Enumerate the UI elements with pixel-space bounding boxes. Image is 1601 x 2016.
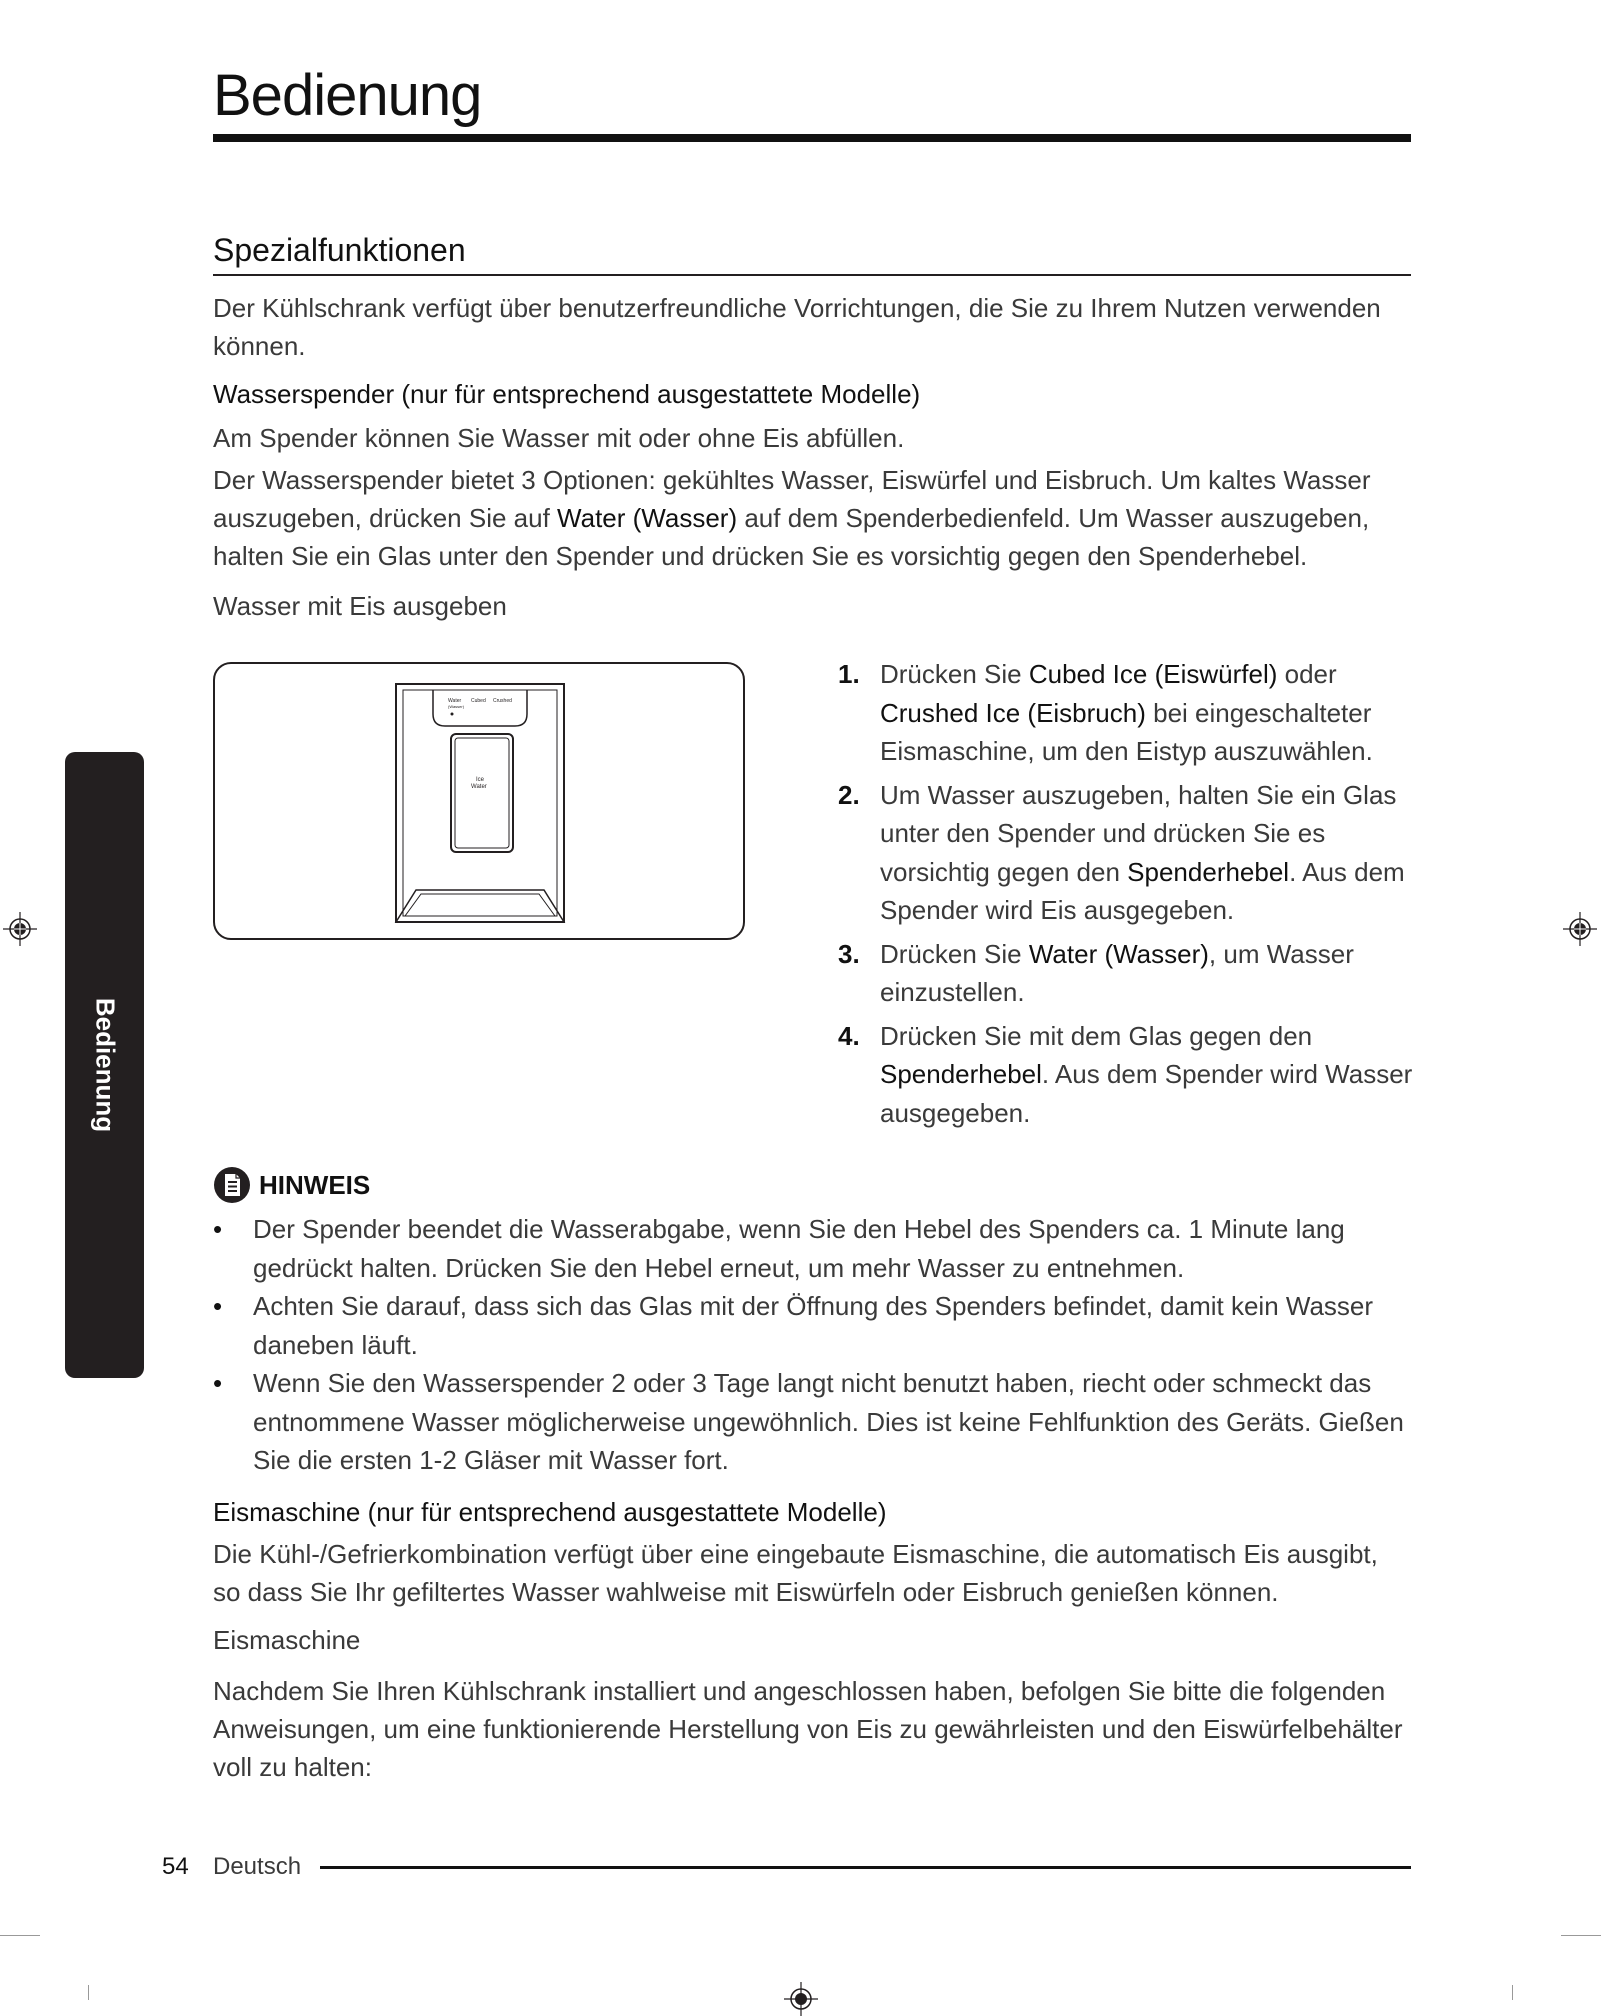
side-tab-label: Bedienung [90,997,120,1133]
note-list [213,1210,1411,1480]
panel-label-water: Water [448,698,462,704]
note-item: • Wenn Sie den Wasserspender 2 oder 3 Tage langt nicht benutzt haben, riecht oder schmeckt das entnommene Wasser möglicherweise ungewöhnlich. Dies ist keine Fehlfunktion des Geräts. Gießen Sie die ersten 1-2 Gläser mit Wasser fort. [213,1368,1404,1475]
panel-indicator [451,713,454,716]
water-button-label: Water (Wasser) [557,503,738,533]
chapter-side-tab [65,752,144,1378]
ice-maker-heading: Eismaschine (nur für entsprechend ausgestattete Modelle) [213,1497,887,1527]
footer-divider [320,1866,1411,1869]
chapter-title: Bedienung [213,63,482,128]
panel-label-cubed: Cubed [471,698,486,704]
section-divider [213,274,1411,276]
trim-mark [88,1985,89,2000]
page-number: 54 [162,1853,189,1880]
note-icon [213,1166,251,1204]
trim-mark [1512,1985,1513,2000]
step-item: 3. Drücken Sie Water (Wasser), um Wasser einzustellen. [838,938,1354,1007]
section-title: Spezialfunktionen [213,232,466,268]
panel-label-crushed: Crushed [493,698,512,704]
step-item: 2. Um Wasser auszugeben, halten Sie ein Glas unter den Spender und drücken Sie es vorsichtig gegen den Spenderhebel. Aus dem Spender wird Eis ausgegeben. [838,779,1405,925]
chapter-divider [213,134,1411,142]
note-header [213,1165,370,1205]
registration-mark-icon [3,912,37,946]
registration-mark-icon [784,1982,818,2016]
water-dispenser-paragraph-1: Am Spender können Sie Wasser mit oder ohne Eis abfüllen. [213,423,905,453]
paddle-label-water: Water [471,784,487,790]
note-title: HINWEIS [259,1169,371,1200]
note-item: • Achten Sie darauf, dass sich das Glas mit der Öffnung des Spenders befindet, damit kein Wasser daneben läuft. [213,1291,1374,1360]
step-item: 4. Drücken Sie mit dem Glas gegen den Spenderhebel. Aus dem Spender wird Wasser ausgegeben. [838,1020,1413,1128]
note-item: • Der Spender beendet die Wasserabgabe, wenn Sie den Hebel des Spenders ca. 1 Minute lang gedrückt halten. Drücken Sie den Hebel erneut, um mehr Wasser zu entnehmen. [213,1214,1345,1283]
step-item: 1. Drücken Sie Cubed Ice (Eiswürfel) oder Crushed Ice (Eisbruch) bei eingeschalteter Eismaschine, um den Eistyp auszuwählen. [838,659,1373,766]
dispenser-illustration [213,662,745,940]
trim-mark [0,1935,40,1936]
dispenser-drawing [215,664,743,938]
ice-maker-paragraph-2: Nachdem Sie Ihren Kühlschrank installiert und angeschlossen haben, befolgen Sie bitte die folgenden Anweisungen, um eine funktionierende Herstellung von Eis zu gewährleisten und den Eiswürfelbehälter voll zu halten: [213,1676,1403,1782]
paddle-label-ice: Ice [476,777,485,783]
panel-label-water-de: (Wasser) [448,704,465,709]
footer-language: Deutsch [213,1853,302,1880]
water-dispenser-heading: Wasserspender (nur für entsprechend ausgestattete Modelle) [213,379,921,409]
ice-maker-paragraph-1: Die Kühl-/Gefrierkombination verfügt über eine eingebaute Eismaschine, die automatisch Eis ausgibt, so dass Sie Ihr gefiltertes Wasser wahlweise mit Eiswürfeln oder Eisbruch genießen können. [213,1539,1378,1607]
section-intro: Der Kühlschrank verfügt über benutzerfreundliche Vorrichtungen, die Sie zu Ihrem Nutzen verwenden können. [213,293,1381,361]
dispense-steps [838,655,1418,1137]
water-dispenser-paragraph-2: Der Wasserspender bietet 3 Optionen: gekühltes Wasser, Eiswürfel und Eisbruch. Um kaltes Wasser auszugeben, drücken Sie auf Water (Wasser) auf dem Spenderbedienfeld. Um Wasser auszugeben, halten Sie ein Glas unter den Spender und drücken Sie es vorsichtig gegen den Spenderhebel. [213,465,1371,571]
dispense-ice-subheading: Wasser mit Eis ausgeben [213,591,507,621]
trim-mark [1561,1935,1601,1936]
registration-mark-icon [1563,912,1597,946]
ice-maker-subheading: Eismaschine [213,1625,361,1655]
